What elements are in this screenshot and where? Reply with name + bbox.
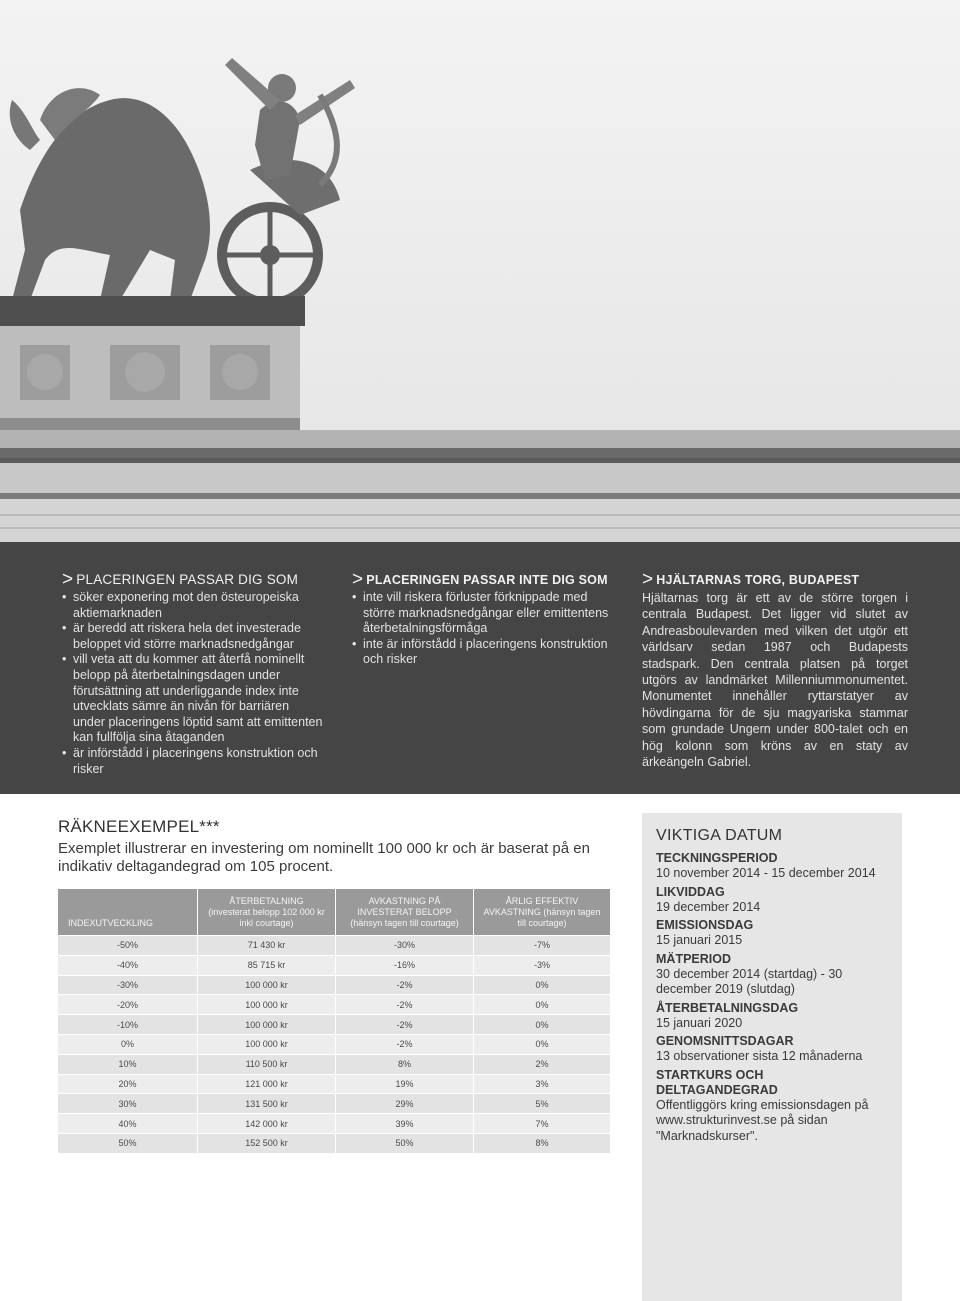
header-repayment-sub: (investerat belopp 102 000 kr inkl courtage) (208, 906, 325, 928)
calc-title: RÄKNEEXEMPEL*** (58, 817, 220, 836)
suits-you-column (62, 569, 324, 777)
cell-return: 29% (336, 1093, 474, 1113)
cell-return: -16% (336, 955, 474, 975)
calc-section (58, 817, 614, 876)
table-row (58, 1093, 610, 1113)
date-label: ÅTERBETALNINGSDAG (656, 1000, 799, 1015)
cell-annual: -7% (474, 935, 610, 955)
key-dates-box (642, 813, 902, 1301)
header-annual-sub: (hänsyn tagen till courtage) (517, 906, 601, 928)
date-label: MÄTPERIOD (656, 951, 731, 966)
cell-annual: 0% (474, 1014, 610, 1034)
not-suits-you-title: PLACERINGEN PASSAR INTE DIG SOM (366, 573, 608, 587)
date-label: STARTKURS OCH DELTAGANDEGRAD (656, 1067, 778, 1097)
cell-annual: 3% (474, 1074, 610, 1094)
header-return-sub: (hänsyn tagen till courtage) (350, 917, 459, 928)
not-suits-you-column (352, 569, 614, 668)
cell-repayment: 85 715 kr (198, 955, 336, 975)
list-item: • inte vill riskera förluster förknippade med större marknadsnedgångar eller emittentens återbetalningsförmåga (352, 590, 614, 637)
heroes-square-title: HJÄLTARNAS TORG, BUDAPEST (656, 573, 860, 587)
cell-repayment: 152 500 kr (198, 1133, 336, 1153)
list-item: • är införstådd i placeringens konstruktion och risker (62, 746, 324, 777)
cell-annual: 7% (474, 1113, 610, 1133)
cell-index: -50% (58, 935, 198, 955)
arrow-icon: > (352, 569, 364, 590)
suits-you-list (62, 590, 324, 777)
cell-repayment: 110 500 kr (198, 1054, 336, 1074)
cell-repayment: 71 430 kr (198, 935, 336, 955)
date-label: GENOMSNITTSDAGAR (656, 1034, 794, 1048)
cell-return: -30% (336, 935, 474, 955)
cell-annual: 0% (474, 975, 610, 995)
cell-repayment: 100 000 kr (198, 994, 336, 1014)
cell-annual: 8% (474, 1133, 610, 1153)
cell-repayment: 100 000 kr (198, 1014, 336, 1034)
date-label: EMISSIONSDAG (656, 918, 754, 932)
table-header-row (58, 889, 610, 935)
table-row (58, 1034, 610, 1054)
cell-return: -2% (336, 994, 474, 1014)
date-value: 19 december 2014 (656, 899, 761, 914)
cell-repayment: 121 000 kr (198, 1074, 336, 1094)
header-index: INDEXUTVECKLING (58, 889, 198, 935)
cell-index: 20% (58, 1074, 198, 1094)
list-item: • inte är införstådd i placeringens konstruktion och risker (352, 637, 614, 668)
cell-index: 30% (58, 1093, 198, 1113)
cell-index: 0% (58, 1034, 198, 1054)
cell-index: 50% (58, 1133, 198, 1153)
key-dates-title: VIKTIGA DATUM (656, 827, 783, 844)
cell-repayment: 100 000 kr (198, 1034, 336, 1054)
cell-index: 10% (58, 1054, 198, 1074)
date-value: 10 november 2014 - 15 december 2014 (656, 866, 876, 880)
header-annual-main: ÅRLIG EFFEKTIV AVKASTNING (483, 895, 579, 917)
cell-annual: 0% (474, 994, 610, 1014)
heroes-square-column (642, 569, 908, 770)
suits-you-heading (62, 569, 324, 590)
cell-annual: 0% (474, 1034, 610, 1054)
table-row (58, 975, 610, 995)
header-repayment-main: ÅTERBETALNING (229, 895, 304, 906)
date-value: 30 december 2014 (startdag) - 30 december 2019 (slutdag) (656, 966, 843, 996)
hero-photo (0, 0, 960, 542)
suits-you-title: PLACERINGEN PASSAR DIG SOM (76, 572, 299, 587)
table-row (58, 1113, 610, 1133)
arrow-icon: > (62, 569, 74, 590)
cell-return: -2% (336, 1014, 474, 1034)
calc-table (58, 889, 610, 1153)
not-suits-you-heading (352, 569, 614, 590)
table-row (58, 1014, 610, 1034)
cell-return: 19% (336, 1074, 474, 1094)
cell-annual: 5% (474, 1093, 610, 1113)
cell-annual: -3% (474, 955, 610, 975)
not-suits-you-list (352, 590, 614, 668)
table-row (58, 994, 610, 1014)
table-row (58, 1133, 610, 1153)
heroes-square-heading (642, 569, 908, 590)
date-value: 13 observationer sista 12 månaderna (656, 1049, 863, 1063)
cell-index: -30% (58, 975, 198, 995)
calc-intro: Exemplet illustrerar en investering om nominellt 100 000 kr och är baserat på en indikativ deltagandegrad om 105 procent. (58, 840, 590, 875)
header-return-main: AVKASTNING PÅ INVESTERAT BELOPP (357, 895, 452, 917)
info-band (0, 542, 960, 794)
cell-index: -20% (58, 994, 198, 1014)
list-item: • är beredd att riskera hela det investerade beloppet vid större marknadsnedgångar (62, 621, 324, 652)
list-item: • vill veta att du kommer att återfå nominellt belopp på återbetalningsdagen under förutsättning att underliggande index inte utvecklats sämre än nivån för barriären under placeringens löptid samt att emittenten kan fullfölja sina åtaganden (62, 652, 324, 746)
table-row (58, 1054, 610, 1074)
key-dates-list (656, 851, 888, 1144)
cell-repayment: 131 500 kr (198, 1093, 336, 1113)
cell-annual: 2% (474, 1054, 610, 1074)
list-item: • söker exponering mot den östeuropeiska aktiemarknaden (62, 590, 324, 621)
calc-table-body (58, 935, 610, 1153)
cell-return: -2% (336, 975, 474, 995)
cell-return: -2% (336, 1034, 474, 1054)
arrow-icon: > (642, 569, 654, 590)
cell-return: 8% (336, 1054, 474, 1074)
cell-index: 40% (58, 1113, 198, 1133)
table-row (58, 1074, 610, 1094)
header-annual (474, 889, 610, 935)
cell-repayment: 100 000 kr (198, 975, 336, 995)
date-value: Offentliggörs kring emissionsdagen på www.strukturinvest.se på sidan "Marknadskurser". (656, 1097, 869, 1143)
header-repayment (198, 889, 336, 935)
date-value: 15 januari 2020 (656, 1015, 743, 1030)
header-return (336, 889, 474, 935)
table-row (58, 935, 610, 955)
statue-illustration (0, 0, 960, 542)
cell-return: 39% (336, 1113, 474, 1133)
cell-index: -40% (58, 955, 198, 975)
date-label: TECKNINGSPERIOD (656, 851, 778, 865)
date-value: 15 januari 2015 (656, 933, 743, 947)
cell-repayment: 142 000 kr (198, 1113, 336, 1133)
date-label: LIKVIDDAG (656, 884, 725, 899)
cell-return: 50% (336, 1133, 474, 1153)
table-row (58, 955, 610, 975)
cell-index: -10% (58, 1014, 198, 1034)
heroes-square-text: Hjältarnas torg är ett av de större torgen i centrala Budapest. Det ligger vid slutet av Andreasboulevarden med vilken det utgör ett världsarv sedan 1987 och Budapests stadspark. Den centrala platsen på torget utgörs av landmärket Millenniummonumentet. Monumentet innehåller ryttarstatyer av hövdingarna för de sju magyariska stammar som grundade Ungern under 800-talet och en hög kolonn som kröns av en staty av ärkeängeln Gabriel. (642, 591, 908, 770)
